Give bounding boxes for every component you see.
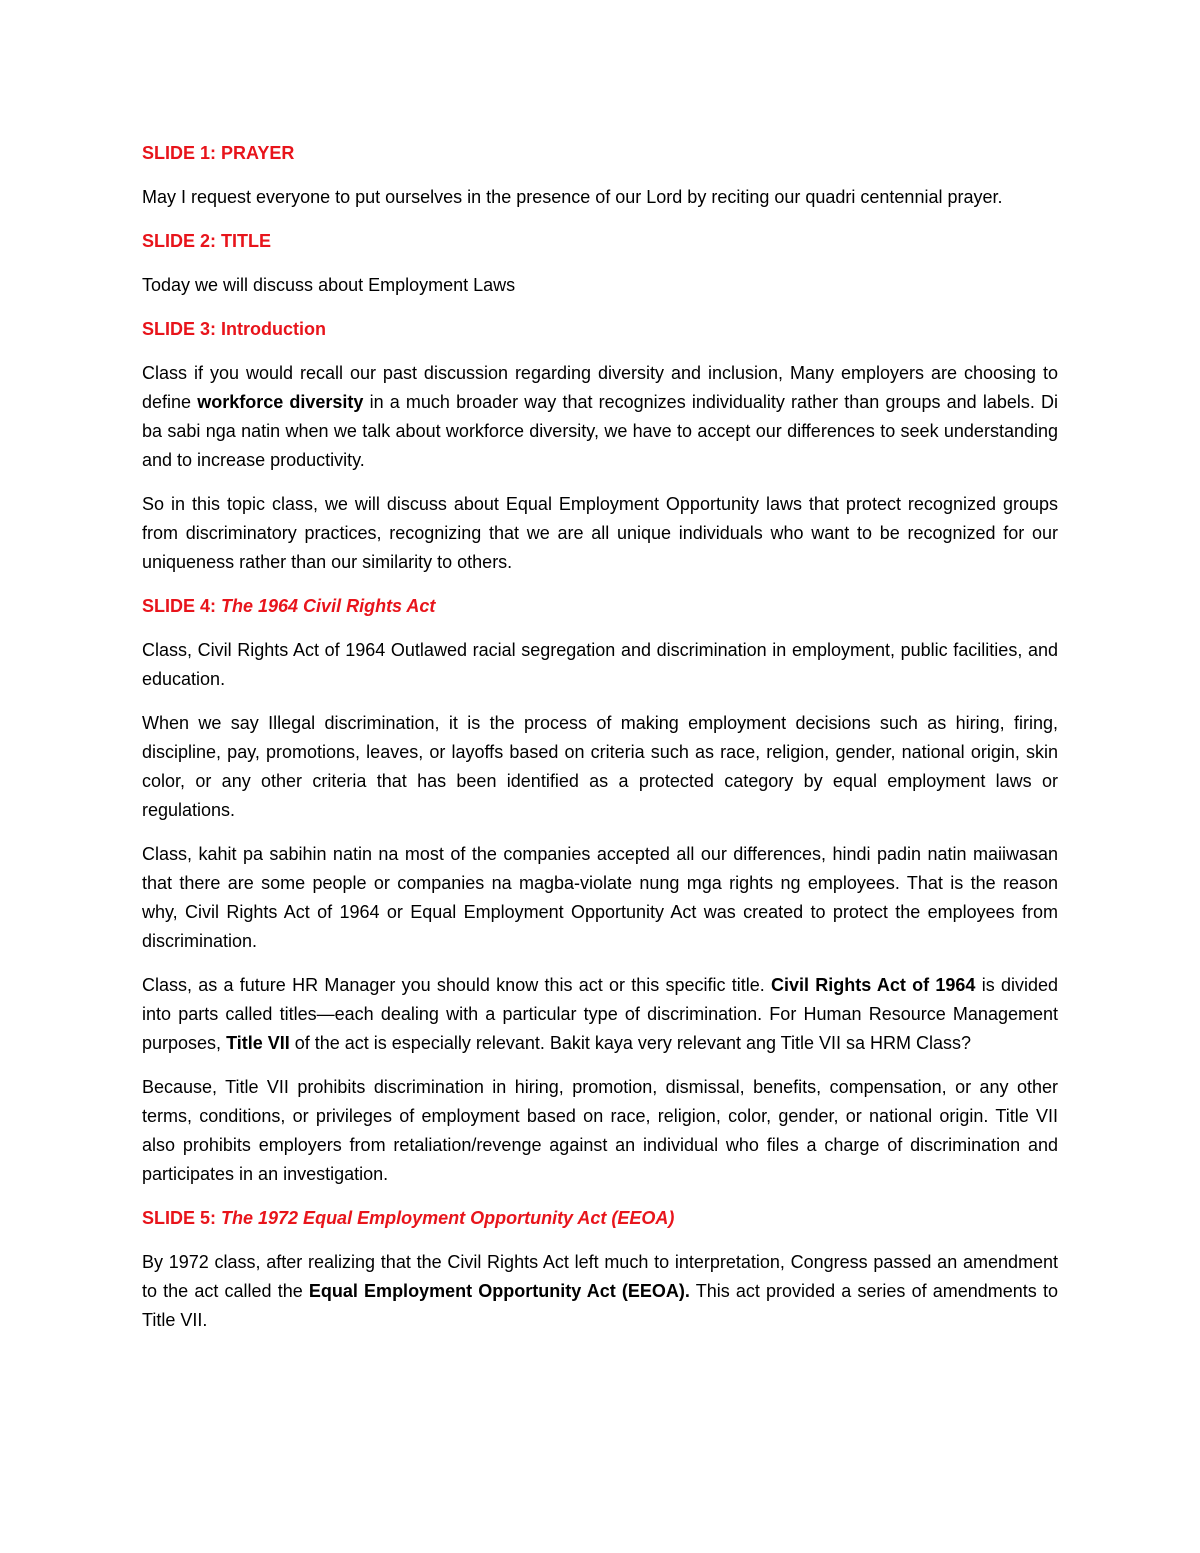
text-run: Class if you would recall our past discussion regarding diversity and inclusion, Many employers are choosing to define (142, 363, 1058, 412)
slide-4-paragraph-3: Class, kahit pa sabihin natin na most of the companies accepted all our differences, hindi padin natin maiiwasan that there are some people or companies na magba-violate nung mga rights ng employees. That is the reason why, Civil Rights Act of 1964 or Equal Employment Opportunity Act was created to protect the employees from discrimination. (142, 844, 1058, 951)
slide-4-paragraph-4 (142, 971, 1058, 1058)
slide-5-heading (142, 1204, 1058, 1233)
bold-term-eeoa: Equal Employment Opportunity Act (EEOA). (308, 1281, 690, 1301)
text-run: is divided into parts called titles—each dealing with a particular type of discrimination. For Human Resource Management purposes, (142, 975, 1058, 1053)
bold-term-title-vii: Title VII (226, 1033, 290, 1053)
slide-1-heading: SLIDE 1: PRAYER (142, 143, 295, 163)
document-page (142, 139, 1058, 1350)
slide-3-paragraph-1 (142, 359, 1058, 475)
text-run: This act provided a series of amendments to Title VII. (142, 1281, 1058, 1330)
slide-4-paragraph-1: Class, Civil Rights Act of 1964 Outlawed racial segregation and discrimination in employment, public facilities, and education. (142, 640, 1058, 689)
heading-title: The 1972 Equal Employment Opportunity Act (EEOA) (221, 1208, 675, 1228)
text-run: By 1972 class, after realizing that the Civil Rights Act left much to interpretation, Congress passed an amendment to the act called the (142, 1252, 1058, 1301)
slide-3-heading: SLIDE 3: Introduction (142, 319, 326, 339)
slide-3-paragraph-2: So in this topic class, we will discuss about Equal Employment Opportunity laws that protect recognized groups from discriminatory practices, recognizing that we are all unique individuals who want to be recognized for our uniqueness rather than our similarity to others. (142, 494, 1058, 572)
slide-4-paragraph-2: When we say Illegal discrimination, it is the process of making employment decisions such as hiring, firing, discipline, pay, promotions, leaves, or layoffs based on criteria such as race, religion, gender, national origin, skin color, or any other criteria that has been identified as a protected category by equal employment laws or regulations. (142, 713, 1058, 820)
slide-5-paragraph-1 (142, 1248, 1058, 1335)
bold-term-civil-rights-act: Civil Rights Act of 1964 (771, 975, 976, 995)
slide-4-heading (142, 592, 1058, 621)
text-run: of the act is especially relevant. Bakit kaya very relevant ang Title VII sa HRM Class? (289, 1033, 972, 1053)
heading-title: The 1964 Civil Rights Act (221, 596, 436, 616)
slide-2-paragraph: Today we will discuss about Employment Laws (142, 275, 516, 295)
text-run: in a much broader way that recognizes individuality rather than groups and labels. Di ba sabi nga natin when we talk about workforce diversity, we have to accept our differences to seek understanding and to increase productivity. (142, 392, 1058, 470)
slide-2-heading: SLIDE 2: TITLE (142, 231, 272, 251)
slide-4-paragraph-5: Because, Title VII prohibits discrimination in hiring, promotion, dismissal, benefits, compensation, or any other terms, conditions, or privileges of employment based on race, religion, color, gender, or national origin. Title VII also prohibits employers from retaliation/revenge against an individual who files a charge of discrimination and participates in an investigation. (142, 1077, 1058, 1184)
bold-term-workforce-diversity: workforce diversity (197, 392, 364, 412)
heading-prefix: SLIDE 5: (142, 1208, 222, 1228)
slide-1-paragraph: May I request everyone to put ourselves in the presence of our Lord by reciting our quadri centennial prayer. (142, 187, 1003, 207)
heading-prefix: SLIDE 4: (142, 596, 222, 616)
text-run: Class, as a future HR Manager you should know this act or this specific title. (142, 975, 772, 995)
